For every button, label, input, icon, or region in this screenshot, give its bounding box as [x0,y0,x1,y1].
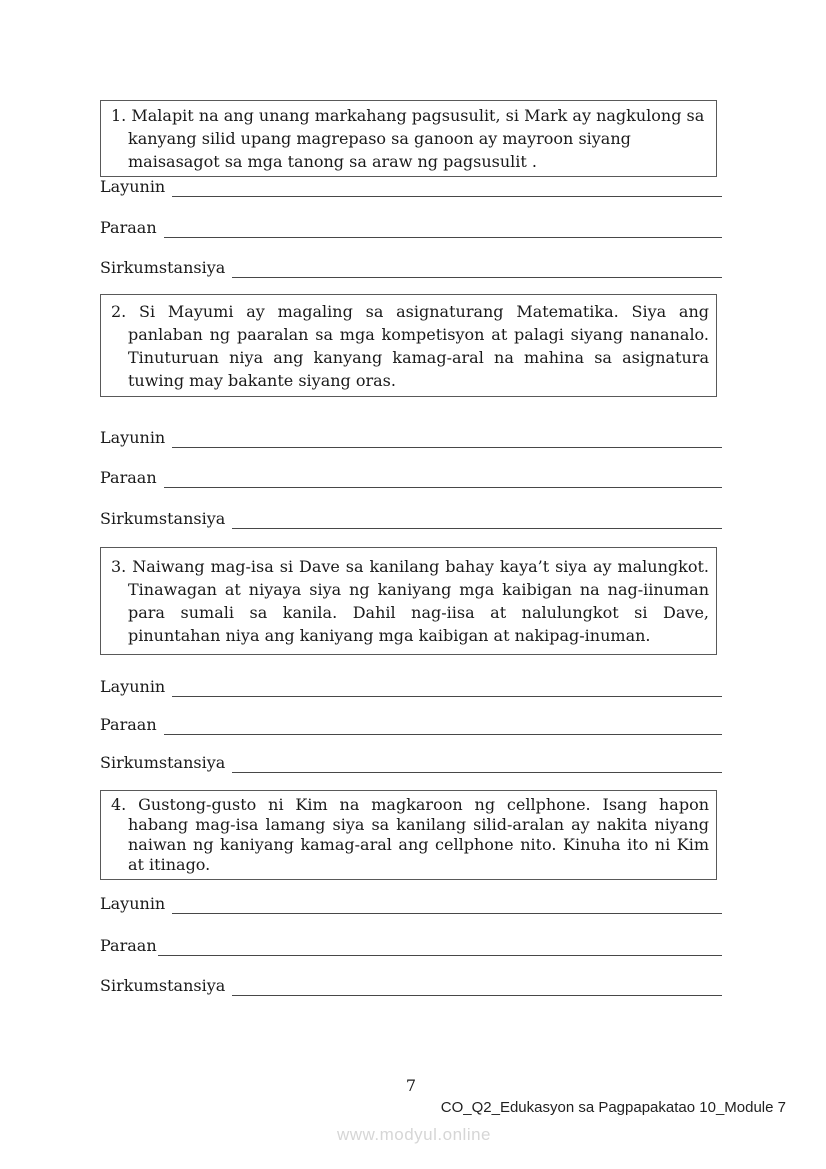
answer-line [172,677,722,697]
answer-line [172,894,722,914]
field-label-layunin: Layunin [100,177,166,196]
scenario-number: 3. [111,557,127,576]
answer-line [232,976,722,996]
page-number: 7 [405,1076,417,1095]
field-label-paraan: Paraan [100,936,157,955]
scenario-number: 4. [111,795,127,814]
document-code: CO_Q2_Edukasyon sa Pagpapakatao 10_Module 7 [440,1099,786,1116]
field-label-layunin: Layunin [100,677,166,696]
field-row-paraan [100,715,722,735]
scenario-box-4 [100,790,717,880]
field-row-layunin [100,894,722,914]
section-2 [100,294,722,528]
answer-line [158,936,722,956]
field-row-sirkumstansiya [100,509,722,529]
answer-line [164,218,722,238]
scenario-text: Naiwang mag-isa si Dave sa kanilang bahay kaya’t siya ay malungkot. Tinawagan at niyaya siya ng kaniyang mga kaibigan na nag-iinuman para sumali sa kanila. Dahil nag-iisa at nalulungkot si Dave, pinuntahan niya ang kaniyang mga kaibigan at nakipag-inuman. [128,557,709,645]
field-row-paraan [100,936,722,956]
field-row-paraan [100,468,722,488]
field-row-sirkumstansiya [100,753,722,773]
field-row-layunin [100,428,722,448]
answer-line [164,715,722,735]
scenario-text: Malapit na ang unang markahang pagsusulit, si Mark ay nagkulong sa kanyang silid upang magrepaso sa ganoon ay mayroon siyang maisasagot sa mga tanong sa araw ng pagsusulit . [128,106,705,171]
scenario-text: Si Mayumi ay magaling sa asignaturang Matematika. Siya ang panlaban ng paaralan sa mga kompetisyon at palagi siyang nananalo. Tinuturuan niya ang kanyang kamag-aral na mahina sa asignatura tuwing may bakante siyang oras. [128,302,710,390]
scenario-paragraph [111,104,709,173]
answer-line [172,177,722,197]
field-label-layunin: Layunin [100,428,166,447]
scenario-box-2 [100,294,717,397]
answer-line [232,258,722,278]
field-label-sirkumstansiya: Sirkumstansiya [100,753,226,772]
field-row-layunin [100,677,722,697]
section-1 [100,100,722,277]
field-label-sirkumstansiya: Sirkumstansiya [100,976,226,995]
section-3 [100,547,722,772]
scenario-text: Gustong-gusto ni Kim na magkaroon ng cellphone. Isang hapon habang mag-isa lamang siya sa kanilang silid-aralan ay nakita niyang naiwan ng kaniyang kamag-aral ang cellphone nito. Kinuha ito ni Kim at itinago. [128,795,710,874]
field-row-sirkumstansiya [100,976,722,996]
field-label-sirkumstansiya: Sirkumstansiya [100,509,226,528]
watermark-text: www.modyul.online [337,1125,492,1144]
scenario-paragraph [111,555,709,647]
field-row-paraan [100,218,722,238]
section-4 [100,790,722,995]
scenario-box-1 [100,100,717,177]
answer-line [164,468,722,488]
field-label-paraan: Paraan [100,715,157,734]
scenario-number: 2. [111,302,127,321]
answer-line [232,753,722,773]
answer-line [172,428,722,448]
scenario-number: 1. [111,106,127,125]
field-label-paraan: Paraan [100,468,157,487]
field-label-layunin: Layunin [100,894,166,913]
scenario-box-3 [100,547,717,655]
scenario-paragraph [111,795,710,875]
field-label-paraan: Paraan [100,218,157,237]
field-label-sirkumstansiya: Sirkumstansiya [100,258,226,277]
field-row-sirkumstansiya [100,258,722,278]
field-row-layunin [100,177,722,197]
scenario-paragraph [111,300,710,392]
answer-line [232,509,722,529]
